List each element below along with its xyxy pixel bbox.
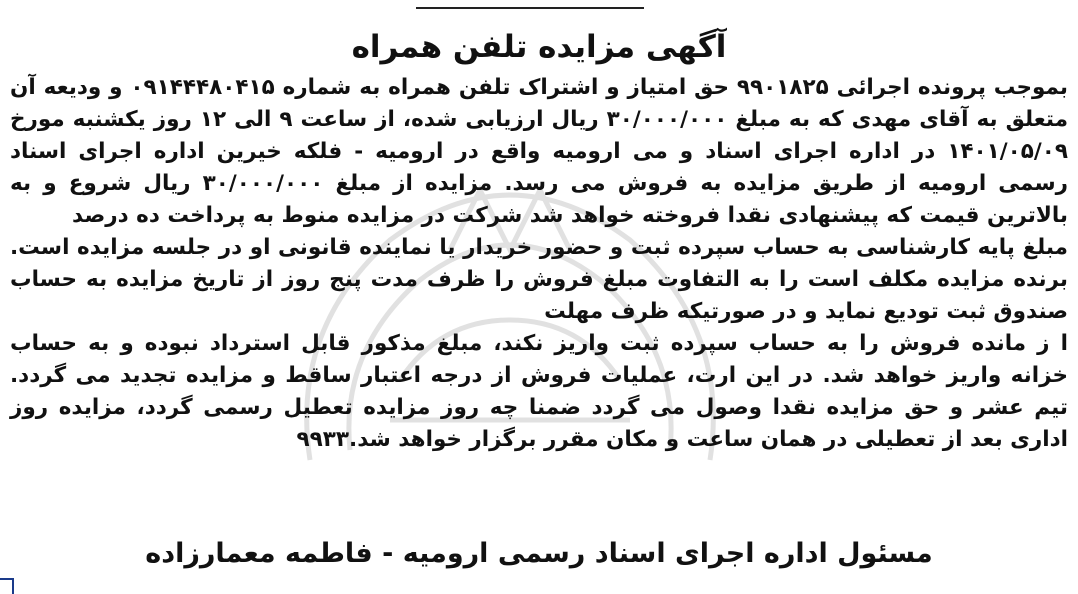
notice-signature: مسئول اداره اجرای اسناد رسمی ارومیه - فاطمه معمارزاده xyxy=(145,538,933,569)
corner-bracket-icon xyxy=(0,578,14,594)
notice-paragraph: بموجب پرونده اجرائی ۹۹۰۱۸۲۵ حق امتیاز و اشتراک تلفن همراه به شماره ۰۹۱۴۴۴۸۰۴۱۵ و ودیعه آن متعلق به آقای مهدی که به مبلغ ۳۰/۰۰۰/۰۰۰ ریال ارزیابی شده، از ساعت ۹ الی ۱۲ روز یکشنبه مورخ ۱۴۰۱/۰۵/۰۹ در اداره اجرای اسناد و می ارومیه واقع در ارومیه - فلکه خیرین اداره اجرای اسناد رسمی ارومیه از طریق مزایده به فروش می رسد. مزایده از مبلغ ۳۰/۰۰۰/۰۰۰ ریال شروع و به بالاترین قیمت که پیشنهادی نقدا فروخته خواهد شد شرکت در مزایده منوط به پرداخت ده درصد xyxy=(10,75,1069,228)
notice-title: آگهی مزایده تلفن همراه xyxy=(351,29,727,65)
notice-body xyxy=(10,72,1068,456)
notice-paragraph: ا ز مانده فروش را به حساب سپرده ثبت واریز نکند، مبلغ مذکور قابل استرداد نبوده و به حساب خزانه واریز خواهد شد. در این ارت، عملیات فروش از درجه اعتبار ساقط و مزایده تجدید می گردد. تیم عشر و حق مزایده نقدا وصول می گردد ضمنا چه روز مزایده تعطیل رسمی گردد، مزایده روز اداری بعد از تعطیلی در همان ساعت و مکان مقرر برگزار خواهد شد.۹۹۳۳ xyxy=(10,331,1068,452)
notice-paragraph: مبلغ پایه کارشناسی به حساب سپرده ثبت و حضور خریدار یا نماینده قانونی او در جلسه مزایده است. برنده مزایده مکلف است را به التفاوت مبلغ فروش را ظرف مدت پنج روز از تاریخ مزایده به حساب صندوق ثبت تودیع نماید و در صورتیکه ظرف مهلت xyxy=(10,235,1068,324)
top-divider xyxy=(416,7,644,9)
